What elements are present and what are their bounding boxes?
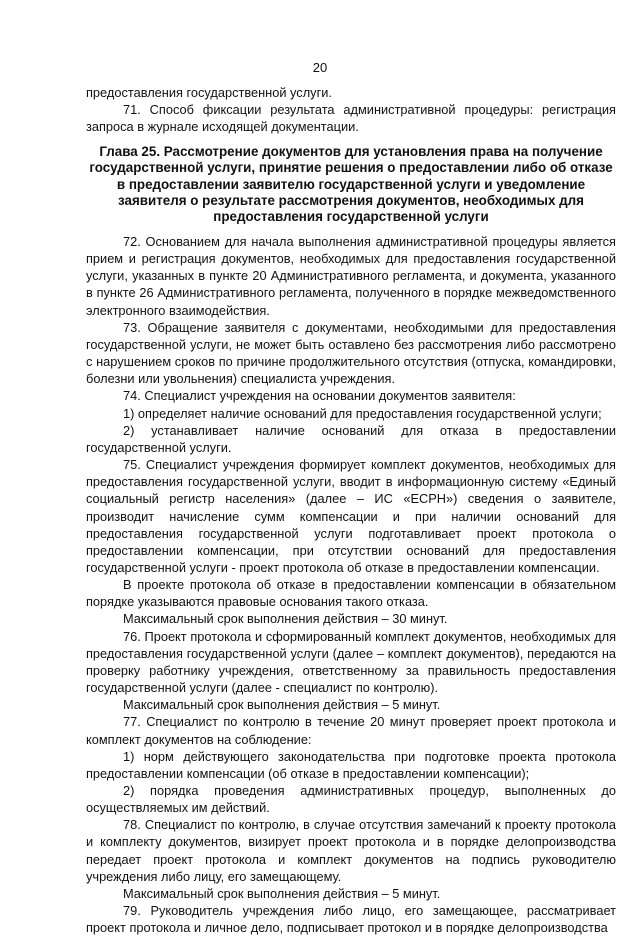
intro-block <box>86 84 616 135</box>
paragraph: 74. Специалист учреждения на основании документов заявителя: <box>123 388 516 404</box>
paragraph: 75. Специалист учреждения формирует комплект документов, необходимых для предоставления государственной услуги, вводит в информационную систему «Единый социальный регистр населения» (далее – ИС «ЕСРН») сведения о заявителе, производит начисление сумм компенсации и при наличии оснований для предоставления государственной услуги подготавливает проект протокола о предоставлении компенсации, при отсутствии оснований для предоставления государственной услуги - проект протокола об отказе в предоставлении компенсации. <box>86 457 616 575</box>
paragraph: 78. Специалист по контролю, в случае отсутствия замечаний к проекту протокола и комплекту документов, визирует проект протокола и в порядке делопроизводства передает проект протокола и комплект документов на подпись руководителю учреждения либо лицу, его замещающему. <box>86 817 616 884</box>
chapter-heading-text: Глава 25. Рассмотрение документов для установления права на получение государственной услуги, принятие решения о предоставлении либо об отказе в предоставлении заявителю государственной услуги и уведомление заявителя о результате рассмотрения документов, необходимых для предоставления государственной услуги <box>89 144 613 225</box>
body-text <box>86 233 616 936</box>
paragraph: 77. Специалист по контролю в течение 20 минут проверяет проект протокола и комплект документов на соблюдение: <box>86 714 616 747</box>
chapter-heading <box>86 144 616 225</box>
list-item: 2) устанавливает наличие оснований для отказа в предоставлении государственной услуги. <box>86 422 616 455</box>
paragraph: предоставления государственной услуги. <box>86 85 332 100</box>
paragraph: 72. Основанием для начала выполнения административной процедуры является прием и регистрация документов, необходимых для предоставления государственной услуги, указанных в пункте 20 Административного регламента, и документа, указанного в пункте 26 Административного регламента, полученного в порядке межведомственного электронного взаимодействия. <box>86 234 616 318</box>
paragraph: В проекте протокола об отказе в предоставлении компенсации в обязательном порядке указываются правовые основания такого отказа. <box>86 577 616 610</box>
list-item: 1) определяет наличие оснований для предоставления государственной услуги; <box>123 405 602 421</box>
paragraph: Максимальный срок выполнения действия – 5 минут. <box>123 885 441 901</box>
page-number: 20 <box>312 60 328 75</box>
paragraph: Максимальный срок выполнения действия – 5 минут. <box>123 697 441 713</box>
paragraph: 79. Руководитель учреждения либо лицо, его замещающее, рассматривает проект протокола и личное дело, подписывает протокол и в порядке делопроизводства <box>86 903 616 936</box>
list-item: 2) порядка проведения административных процедур, выполненных до осуществляемых им действий. <box>86 783 616 816</box>
paragraph: 71. Способ фиксации результата административной процедуры: регистрация запроса в журнале исходящей документации. <box>86 102 616 135</box>
paragraph: Максимальный срок выполнения действия – 30 минут. <box>123 611 448 627</box>
paragraph: 76. Проект протокола и сформированный комплект документов, необходимых для предоставления государственной услуги (далее – комплект документов), передаются на проверку работнику учреждения, ответственному за правильность предоставления государственной услуги (далее - специалист по контролю). <box>86 628 616 696</box>
paragraph: 73. Обращение заявителя с документами, необходимыми для предоставления государственной услуги, не может быть оставлено без рассмотрения либо рассмотрено с нарушением сроков по причине продолжительного отсутствия (отпуска, командировки, болезни или увольнения) специалиста учреждения. <box>86 319 616 387</box>
list-item: 1) норм действующего законодательства при подготовке проекта протокола предоставлении компенсации (об отказе в предоставлении компенсации); <box>86 748 616 781</box>
